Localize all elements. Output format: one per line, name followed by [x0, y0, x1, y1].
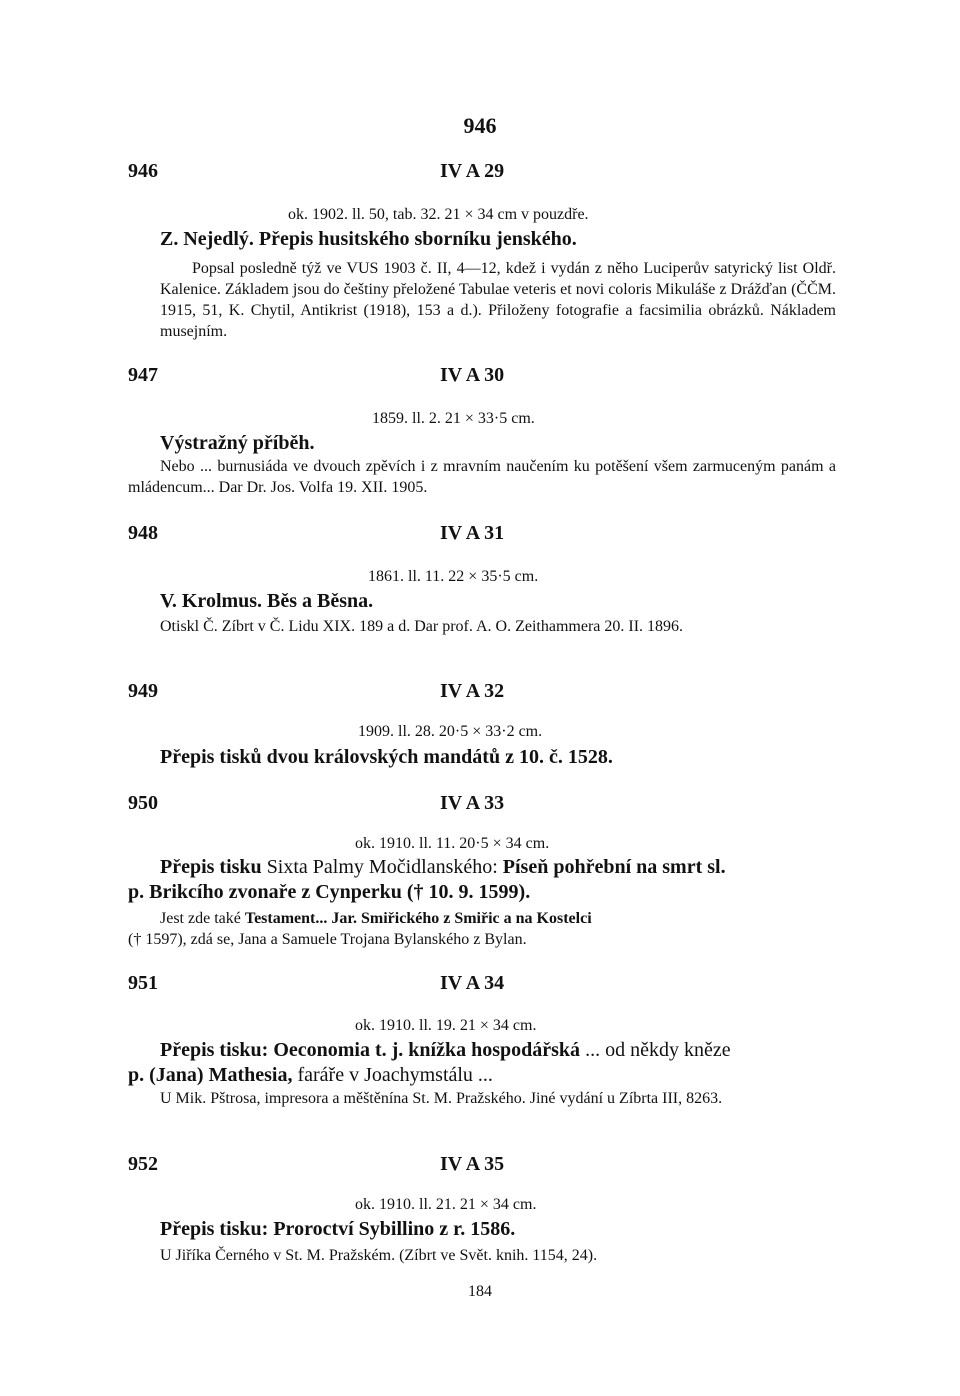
entry-number: 946: [128, 160, 158, 182]
entry-title: [160, 856, 726, 879]
entry-signature: IV A 29: [440, 160, 505, 182]
entry-meta: ok. 1902. ll. 50, tab. 32. 21 × 34 cm v pouzdře.: [288, 206, 589, 223]
entry-number: 952: [128, 1153, 158, 1175]
entry-note: [128, 456, 836, 498]
entry-number: 948: [128, 522, 158, 544]
entry-note: [160, 908, 836, 929]
entry-note: [128, 616, 836, 637]
entry-title: Přepis tisku: Proroctví Sybillino z r. 1586.: [160, 1218, 516, 1240]
entry-title-line2: p. Brikcího zvonaře z Cynperku († 10. 9. 1599).: [128, 881, 531, 903]
page-footer-number: 184: [468, 1283, 492, 1300]
entry-title: Z. Nejedlý. Přepis husitského sborníku jenského.: [160, 228, 577, 250]
entry-number: 949: [128, 680, 158, 702]
entry-title-bold: Přepis tisku: Oeconomia t. j. knížka hospodářská: [160, 1039, 581, 1061]
entry-title: Přepis tisků dvou královských mandátů z 10. č. 1528.: [160, 746, 613, 768]
entry-number: 947: [128, 364, 158, 386]
entry-meta: 1909. ll. 28. 20·5 × 33·2 cm.: [358, 723, 543, 740]
entry-signature: IV A 30: [440, 364, 505, 386]
entry-note: [128, 1088, 836, 1109]
entry-note-text: U Mik. Pštrosa, impresora a měštěnína St. M. Pražského. Jiné vydání u Zíbrta III, 8263.: [160, 1090, 723, 1107]
entry-title: [160, 1039, 731, 1062]
page-header-number: 946: [463, 113, 497, 138]
entry-note: [160, 258, 836, 342]
entry-note-text: Popsal posledně týž ve VUS 1903 č. II, 4—12, kdež i vydán z něho Luciperův satyrický list Oldř. Kalenice. Základem jsou do češtiny přeložené Tabulae veteris et novi coloris Mikuláše z Drážďan (ČČM. 1915, 51, K. Chytil, Antikrist (1918), 153 a d.). Přiloženy fotografie a facsimilia obrázků. Nákladem musejním.: [160, 260, 836, 340]
entry-meta: 1861. ll. 11. 22 × 35·5 cm.: [368, 568, 539, 585]
entry-note-text-b: Testament... Jar. Smiřického z Smiřic a na Kostelci: [244, 910, 592, 927]
entry-meta: ok. 1910. ll. 19. 21 × 34 cm.: [355, 1017, 537, 1034]
entry-number: 950: [128, 792, 158, 814]
entry-signature: IV A 34: [440, 972, 505, 994]
entry-title-author: Sixta Palmy Močidlanského:: [266, 856, 498, 878]
entry-meta: ok. 1910. ll. 21. 21 × 34 cm.: [355, 1196, 537, 1213]
entry-number: 951: [128, 972, 158, 994]
entry-signature: IV A 32: [440, 680, 505, 702]
entry-title-work: Píseň pohřební na smrt sl.: [502, 856, 726, 878]
entry-note-text-a: Jest zde také: [160, 910, 241, 927]
entry-signature: IV A 31: [440, 522, 505, 544]
entry-note: [160, 1245, 836, 1266]
entry-signature: IV A 33: [440, 792, 505, 814]
entry-note-line2: († 1597), zdá se, Jana a Samuele Trojana Bylanského z Bylan.: [128, 931, 527, 948]
entry-note-text: Otiskl Č. Zíbrt v Č. Lidu XIX. 189 a d. Dar prof. A. O. Zeithammera 20. II. 1896.: [160, 618, 684, 635]
entry-note-text: U Jiříka Černého v St. M. Pražském. (Zíbrt ve Svět. knih. 1154, 24).: [160, 1247, 598, 1264]
entry-title-line2: [128, 1064, 493, 1087]
entry-meta: ok. 1910. ll. 11. 20·5 × 34 cm.: [355, 835, 550, 852]
entry-title-line2-plain: faráře v Joachymstálu ...: [297, 1064, 493, 1086]
entry-signature: IV A 35: [440, 1153, 505, 1175]
entry-meta: 1859. ll. 2. 21 × 33·5 cm.: [372, 410, 535, 427]
entry-title-line2-bold: p. (Jana) Mathesia,: [128, 1064, 293, 1086]
entry-title-plain: ... od někdy kněze: [585, 1039, 731, 1061]
entry-title-bold: Přepis tisku: [160, 856, 262, 878]
entry-title: Výstražný příběh.: [160, 432, 315, 454]
entry-title: V. Krolmus. Běs a Běsna.: [160, 590, 374, 612]
entry-note-text: Nebo ... burnusiáda ve dvouch zpěvích i z mravním naučením ku potěšení všem zarmuceným panám a mládencum... Dar Dr. Jos. Volfa 19. XII. 1905.: [128, 458, 836, 496]
